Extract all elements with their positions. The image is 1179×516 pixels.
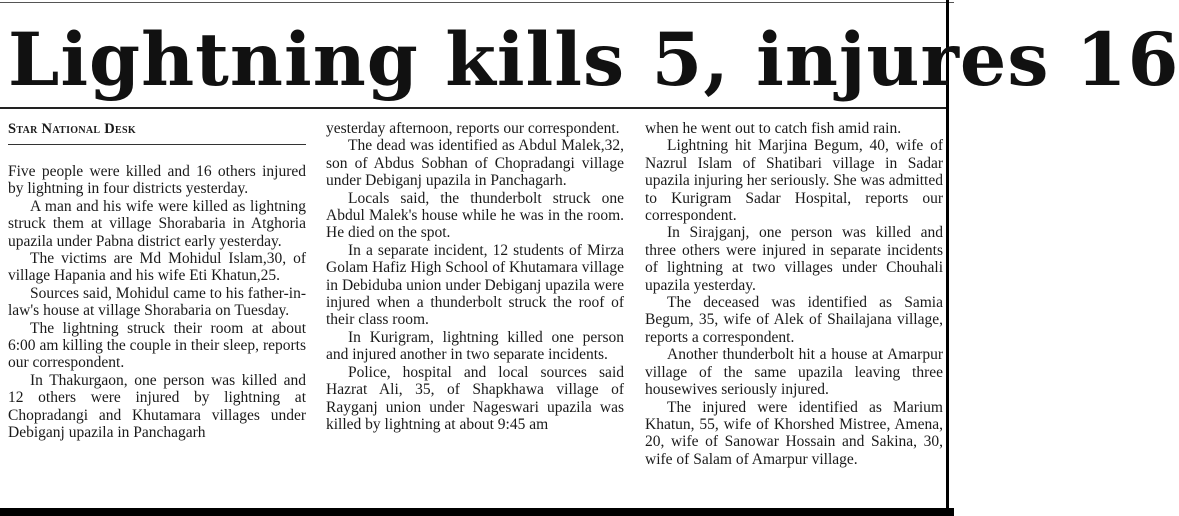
paragraph: when he went out to catch fish amid rain. — [645, 120, 902, 137]
paragraph: A man and his wife were killed as lightning struck them at village Shorabaria in Atghoria upazila under Pabna district early yesterday. — [8, 197, 306, 250]
article-column-2 — [326, 120, 624, 510]
paragraph: Police, hospital and local sources said Hazrat Ali, 35, of Shapkhawa village of Rayganj union under Nageswari upazila was killed by lightning at about 9:45 am — [326, 363, 624, 433]
paragraph: The deceased was identified as Samia Begum, 35, wife of Alek of Shailajana village, reports a correspondent. — [645, 294, 943, 346]
paragraph: In a separate incident, 12 students of Mirza Golam Hafiz High School of Khutamara village in Debiduba union under Debiganj upazila were injured when a thunderbolt struck the roof of their class room. — [326, 241, 624, 329]
paragraph: yesterday afternoon, reports our correspondent. — [326, 120, 620, 137]
paragraph: Another thunderbolt hit a house at Amarpur village of the same upazila leaving three housewives seriously injured. — [645, 346, 943, 399]
byline: Star National Desk — [8, 121, 136, 137]
paragraph: Lightning hit Marjina Begum, 40, wife of Nazrul Islam of Shatibari village in Sadar upazila injuring her seriously. She was admitted to Kurigram Sadar Hospital, reports our correspondent. — [645, 137, 943, 225]
headline-rule — [0, 107, 946, 109]
paragraph: The lightning struck their room at about 6:00 am killing the couple in their sleep, reports our correspondent. — [8, 319, 306, 372]
paragraph: In Sirajganj, one person was killed and three others were injured in separate incidents of lightning at two villages under Chouhali upazila yesterday. — [645, 224, 943, 294]
article-column-3 — [645, 120, 943, 510]
byline-rule — [8, 144, 306, 145]
paragraph: The victims are Md Mohidul Islam,30, of village Hapania and his wife Eti Khatun,25. — [8, 250, 306, 285]
top-rule — [0, 2, 954, 3]
headline: Lightning kills 5, injures 16 — [8, 17, 1179, 103]
paragraph: Locals said, the thunderbolt struck one Abdul Malek's house while he was in the room. He died on the spot. — [326, 189, 624, 242]
paragraph: In Thakurgaon, one person was killed and 12 others were injured by lightning at Chopradangi and Khutamara villages under Debiganj upazila in Panchagarh — [8, 371, 306, 442]
paragraph: Five people were killed and 16 others injured by lightning in four districts yesterday. — [8, 163, 306, 198]
paragraph: The dead was identified as Abdul Malek,32, son of Abdus Sobhan of Chopradangi village under Debiganj upazila in Panchagarh. — [326, 137, 624, 190]
paragraph: Sources said, Mohidul came to his father-in-law's house at village Shorabaria on Tuesday. — [8, 284, 306, 320]
paragraph: In Kurigram, lightning killed one person and injured another in two separate incidents. — [326, 328, 624, 364]
bottom-border — [0, 508, 954, 516]
article-column-1 — [8, 118, 306, 508]
paragraph: The injured were identified as Marium Khatun, 55, wife of Khorshed Mistree, Amena, 20, wife of Sanowar Hossain and Sakina, 30, wife of Salam of Amarpur village. — [645, 398, 943, 468]
